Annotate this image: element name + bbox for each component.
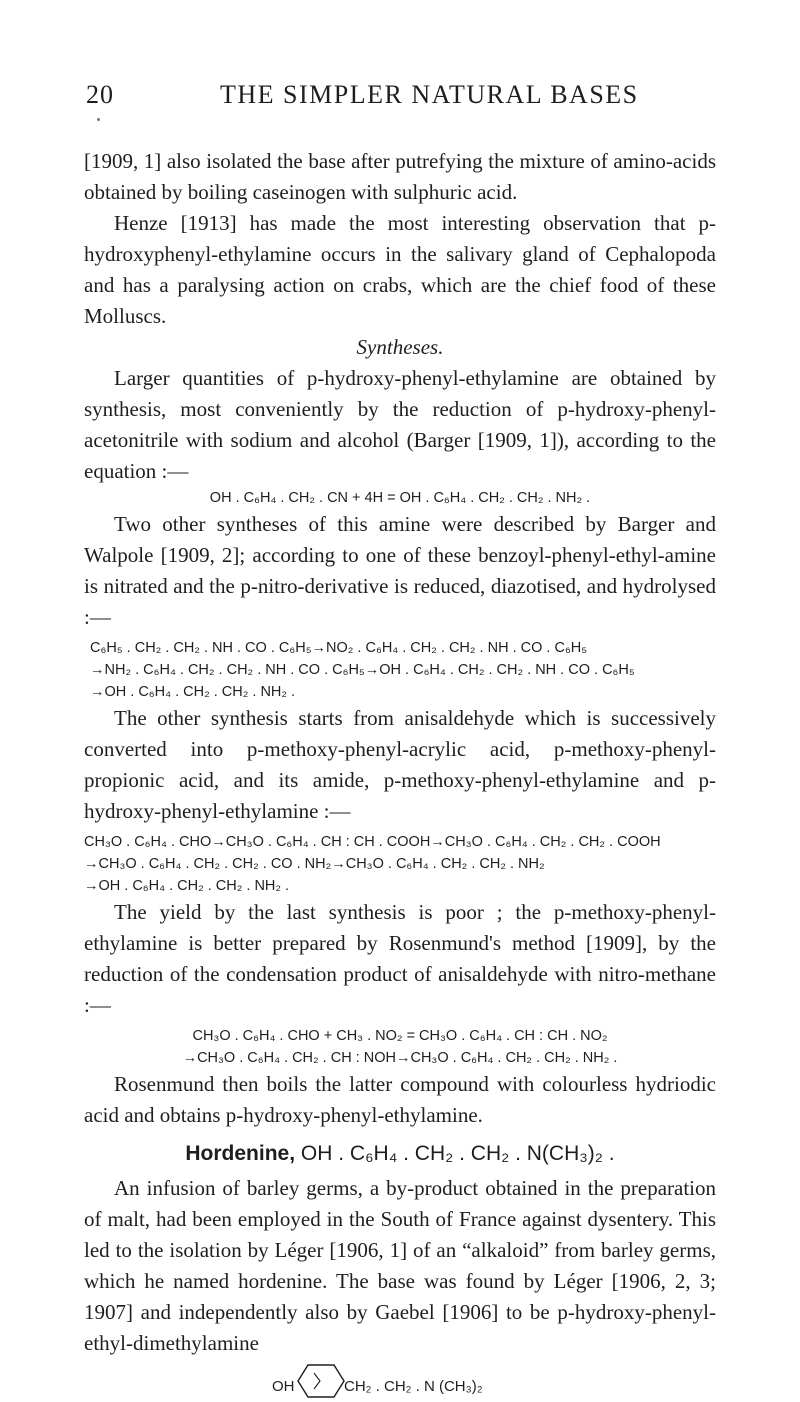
- paragraph-syntheses: Larger quantities of p-hydroxy-phenyl-ethylamine are obtained by synthesis, most conveniently by the reduction of p-hydroxy-phenyl-acetonitrile with sodium and alcohol (Barger [1909, 1]), according to the equation :—: [84, 366, 716, 483]
- equation-nitrile-reduction: OH . C₆H₄ . CH₂ . CN + 4H = OH . C₆H₄ . CH₂ . CH₂ . NH₂ .: [209, 490, 591, 506]
- page-number: 20: [86, 80, 114, 109]
- equation-benzoyl-line-3: →OH . C₆H₄ . CH₂ . CH₂ . NH₂ .: [90, 684, 296, 700]
- paragraph-1: [1909, 1] also isolated the base after putrefying the mixture of amino-acids obtained by boiling caseinogen with sulphuric acid.: [84, 149, 716, 204]
- equation-anisaldehyde-line-1: CH₃O . C₆H₄ . CHO→CH₃O . C₆H₄ . CH : CH . COOH→CH₃O . C₆H₄ . CH₂ . CH₂ . COOH: [84, 834, 661, 850]
- syntheses-heading: Syntheses.: [356, 335, 444, 359]
- equation-anisaldehyde-line-2: →CH₃O . C₆H₄ . CH₂ . CH₂ . CO . NH₂→CH₃O . C₆H₄ . CH₂ . CH₂ . NH₂: [84, 856, 545, 872]
- equation-benzoyl-line-2: →NH₂ . C₆H₄ . CH₂ . CH₂ . NH . CO . C₆H₅→OH . C₆H₄ . CH₂ . CH₂ . NH . CO . C₆H₅: [90, 662, 635, 678]
- structure-side-chain: CH₂ . CH₂ . N (CH₃)₂: [344, 1378, 483, 1395]
- paragraph-barger-walpole: Two other syntheses of this amine were described by Barger and Walpole [1909, 2]; according to one of these benzoyl-phenyl-ethyl-amine is nitrated and the p-nitro-derivative is reduced, diazotised, and hydrolysed :—: [84, 512, 716, 629]
- paragraph-anisaldehyde: The other synthesis starts from anisaldehyde which is successively converted into p-methoxy-phenyl-acrylic acid, p-methoxy-phenyl-propionic acid, and its amide, p-methoxy-phenyl-ethylamine and p-hydroxy-phenyl-ethylamine :—: [84, 706, 716, 823]
- page-body: [84, 146, 716, 1401]
- equation-benzoyl-line-1: C₆H₅ . CH₂ . CH₂ . NH . CO . C₆H₅→NO₂ . C₆H₄ . CH₂ . CH₂ . NH . CO . C₆H₅: [90, 640, 588, 656]
- equation-anisaldehyde-line-3: →OH . C₆H₄ . CH₂ . CH₂ . NH₂ .: [84, 878, 290, 894]
- page-header: [86, 80, 706, 114]
- hordenine-label: Hordenine,: [185, 1142, 296, 1165]
- paragraph-yield: The yield by the last synthesis is poor ; the p-methoxy-phenyl-ethylamine is better prepared by Rosenmund's method [1909], by the reduction of the condensation product of anisaldehyde with nitro-methane :—: [84, 900, 716, 1017]
- paragraph-hordenine: An infusion of barley germs, a by-product obtained in the preparation of malt, had been employed in the South of France against dysentery. This led to the isolation by Léger [1906, 1] of an “alkaloid” from barley germs, which he named hordenine. The base was found by Léger [1906, 2, 3; 1907] and independently also by Gaebel [1906] to be p-hydroxy-phenyl-ethyl-dimethylamine: [84, 1176, 716, 1355]
- hordenine-heading: [84, 1137, 716, 1171]
- hordenine-formula: OH . C₆H₄ . CH₂ . CH₂ . N(CH₃)₂ .: [300, 1142, 615, 1165]
- paragraph-rosenmund: Rosenmund then boils the latter compound with colourless hydriodic acid and obtains p-hydroxy-phenyl-ethylamine.: [84, 1072, 716, 1127]
- running-title: THE SIMPLER NATURAL BASES: [220, 80, 639, 109]
- equation-rosenmund-line-1: CH₃O . C₆H₄ . CHO + CH₃ . NO₂ = CH₃O . C₆H₄ . CH : CH . NO₂: [192, 1028, 608, 1044]
- equation-rosenmund-line-2: →CH₃O . C₆H₄ . CH₂ . CH : NOH→CH₃O . C₆H₄ . CH₂ . CH₂ . NH₂ .: [182, 1050, 618, 1066]
- paragraph-henze: Henze [1913] has made the most interesting observation that p-hydroxyphenyl-ethylamine occurs in the salivary gland of Cephalopoda and has a paralysing action on crabs, which are the chief food of these Molluscs.: [84, 211, 716, 328]
- structure-oh-group: OH: [272, 1378, 295, 1395]
- hordenine-structure: [84, 1361, 716, 1401]
- ink-speck: [97, 118, 100, 121]
